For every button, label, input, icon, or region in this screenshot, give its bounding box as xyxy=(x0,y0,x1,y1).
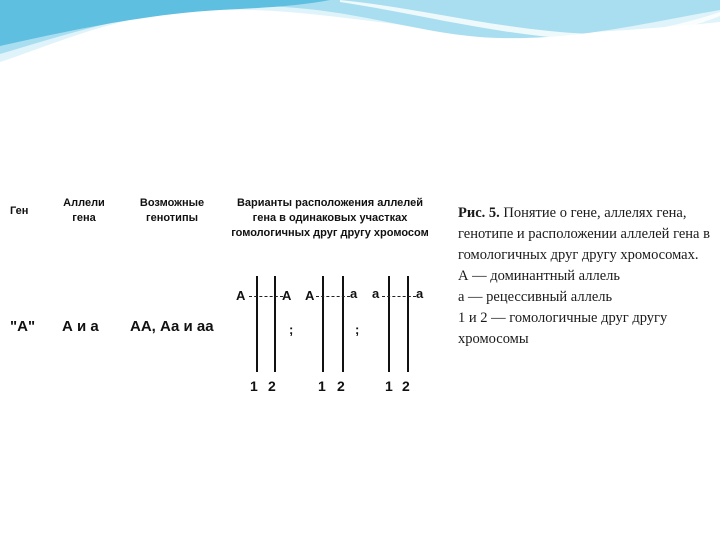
chromosome-line xyxy=(322,276,324,372)
allele-right: А xyxy=(282,288,292,303)
chromosome-number: 2 xyxy=(268,378,276,394)
header-alleles: Аллели гена xyxy=(63,197,105,224)
chromosome-line xyxy=(388,276,390,372)
caption-line-homologous: 1 и 2 — гомологичные друг другу хромосомы xyxy=(458,310,668,347)
separator: ; xyxy=(289,322,294,337)
genotypes-value: АА, Аа и аа xyxy=(130,318,214,335)
chromosome-number: 2 xyxy=(402,378,410,394)
caption-line-recessive: а — рецессивный аллель xyxy=(458,289,613,305)
allele-right: а xyxy=(350,286,358,301)
caption-label: Рис. 5. xyxy=(458,205,500,221)
header-variants: Варианты расположения аллелей гена в одинаковых участках гомологичных друг другу хромосом xyxy=(231,197,429,239)
caption-title: Понятие о гене, аллелях гена, генотипе и расположении аллелей гена в гомологичных друг другу хромосомах. xyxy=(458,205,710,263)
header-genotypes: Возможные генотипы xyxy=(139,197,205,224)
gene-value: "А" xyxy=(10,318,36,335)
allele-marker xyxy=(382,296,416,298)
allele-left: а xyxy=(372,286,380,301)
allele-marker xyxy=(316,296,350,298)
chromosome-number: 1 xyxy=(385,378,393,394)
caption-line-dominant: А — доминантный аллель xyxy=(458,268,621,284)
allele-right: а xyxy=(416,286,424,301)
allele-marker xyxy=(249,296,283,298)
alleles-value: А и а xyxy=(62,318,99,335)
chromosome-line xyxy=(342,276,344,372)
allele-left: А xyxy=(305,288,315,303)
chromosome-line xyxy=(274,276,276,372)
header-gene: Ген xyxy=(10,205,29,217)
chromosome-line xyxy=(256,276,258,372)
chromosome-line xyxy=(407,276,409,372)
figure-caption xyxy=(458,203,714,350)
chromosome-number: 1 xyxy=(250,378,258,394)
separator: ; xyxy=(355,322,360,337)
chromosome-number: 1 xyxy=(318,378,326,394)
allele-left: А xyxy=(236,288,246,303)
chromosome-number: 2 xyxy=(337,378,345,394)
